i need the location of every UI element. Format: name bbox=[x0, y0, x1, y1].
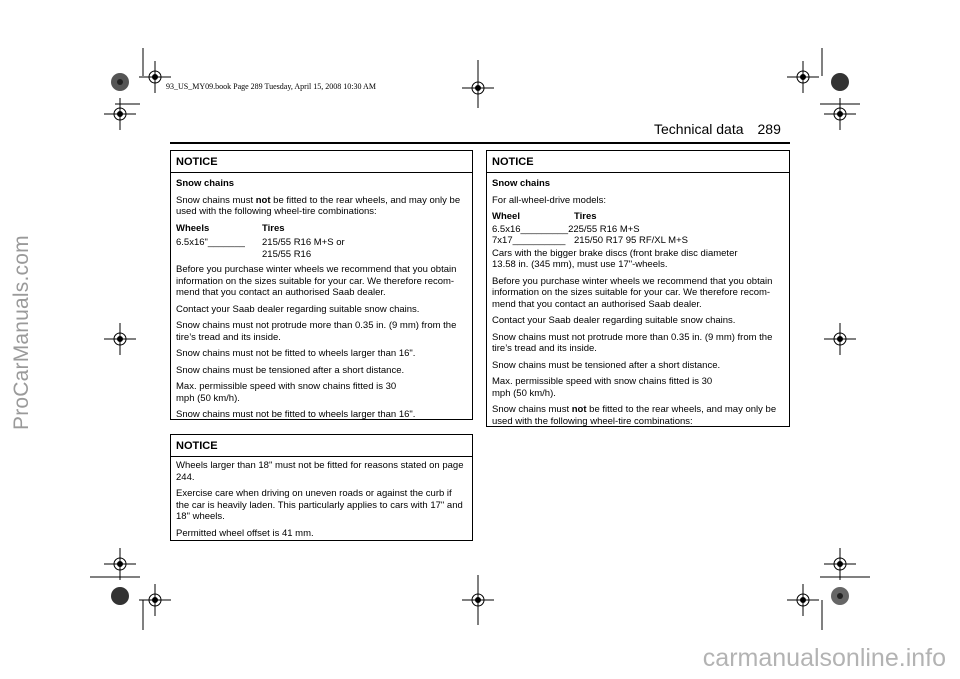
notice-paragraph: Permitted wheel offset is 41 mm. bbox=[176, 527, 314, 539]
column-header-wheels: Wheels bbox=[176, 222, 210, 234]
notice-paragraph: Max. permissible speed with snow chains fitted is 30 mph (50 km/h). bbox=[176, 381, 397, 404]
notice-paragraph: Snow chains must not be fitted to the rear wheels, and may only be used with the following wheel-tire combinations: bbox=[492, 404, 777, 427]
registration-dot bbox=[111, 587, 129, 605]
notice-paragraph: Exercise care when driving on uneven roads or against the curb if the car is heavily laden. This particularly applies to cars with 17" and 18" wheels. bbox=[176, 488, 463, 522]
tires-cell: 225/55 R16 M+S bbox=[568, 223, 640, 235]
notice-paragraph: Before you purchase winter wheels we recommend that you obtain information on the sizes suitable for your car. We therefore recom-mend that you contact an authorised Saab dealer. bbox=[176, 264, 457, 298]
notice-paragraph: Snow chains must not protrude more than 0.35 in. (9 mm) from the tire’s tread and its inside. bbox=[492, 331, 773, 354]
tires-cell: 215/55 R16 M+S or 215/55 R16 bbox=[262, 237, 345, 260]
wheel-cell: 7x17__________ bbox=[492, 235, 566, 246]
notice-subtitle: Snow chains bbox=[176, 178, 235, 189]
notice-box-wheels-left bbox=[170, 434, 473, 541]
tires-cell: 215/50 R17 95 RF/XL M+S bbox=[574, 235, 688, 246]
notice-paragraph: Cars with the bigger brake discs (front brake disc diameter 13.58 in. (345 mm), must use 17"-wheels. bbox=[492, 247, 738, 270]
notice-paragraph: Contact your Saab dealer regarding suitable snow chains. bbox=[492, 315, 736, 326]
bottom-watermark: carmanualsonline.info bbox=[702, 644, 946, 672]
notice-paragraph: Snow chains must not be fitted to wheels larger than 16". bbox=[176, 348, 416, 359]
notice-paragraph: Snow chains must not be fitted to wheels larger than 16". bbox=[176, 409, 416, 420]
notice-box-snow-chains-right bbox=[486, 150, 790, 427]
notice-paragraph: Before you purchase winter wheels we recommend that you obtain information on the sizes suitable for your car. We therefore recom-mend that you contact an authorised Saab dealer. bbox=[492, 275, 773, 310]
table-row bbox=[492, 235, 784, 247]
notice-paragraph: Max. permissible speed with snow chains fitted is 30 mph (50 km/h). bbox=[492, 376, 713, 399]
header-rule bbox=[170, 142, 790, 144]
notice-paragraph: Snow chains must be tensioned after a short distance. bbox=[176, 364, 405, 376]
book-info: 93_US_MY09.book Page 289 Tuesday, April 15, 2008 10:30 AM bbox=[166, 82, 376, 91]
notice-intro: Snow chains must not be fitted to the rear wheels, and may only be used with the following wheel-tire combinations: bbox=[176, 194, 461, 217]
wheel-cell: 6.5x16_________ bbox=[492, 223, 569, 235]
notice-paragraph: Snow chains must be tensioned after a short distance. bbox=[492, 359, 721, 371]
notice-box-snow-chains-left bbox=[170, 150, 473, 420]
notice-title: NOTICE bbox=[487, 151, 789, 173]
notice-subtitle: Snow chains bbox=[492, 178, 551, 189]
notice-title: NOTICE bbox=[171, 151, 472, 173]
page-header bbox=[654, 121, 781, 137]
column-header-tires: Tires bbox=[574, 211, 597, 222]
wheel-cell: 6.5x16"_______ bbox=[176, 237, 245, 248]
notice-paragraph: Wheels larger than 18" must not be fitted for reasons stated on page 244. bbox=[176, 460, 464, 483]
column-header-tires: Tires bbox=[262, 222, 285, 234]
side-watermark: ProCarManuals.com bbox=[10, 235, 33, 430]
notice-paragraph: Contact your Saab dealer regarding suitable snow chains. bbox=[176, 303, 420, 315]
section-title: Technical data bbox=[654, 121, 744, 137]
page-number: 289 bbox=[757, 121, 781, 137]
notice-title: NOTICE bbox=[171, 435, 472, 457]
notice-paragraph: Snow chains must not protrude more than 0.35 in. (9 mm) from the tire’s tread and its inside. bbox=[176, 320, 457, 343]
column-header-wheel: Wheel bbox=[492, 211, 520, 222]
notice-intro: For all-wheel-drive models: bbox=[492, 194, 607, 206]
table-row bbox=[492, 224, 784, 236]
table-header bbox=[492, 211, 784, 223]
table-row bbox=[176, 237, 467, 260]
registration-dot bbox=[831, 73, 849, 91]
table-header bbox=[176, 223, 467, 235]
